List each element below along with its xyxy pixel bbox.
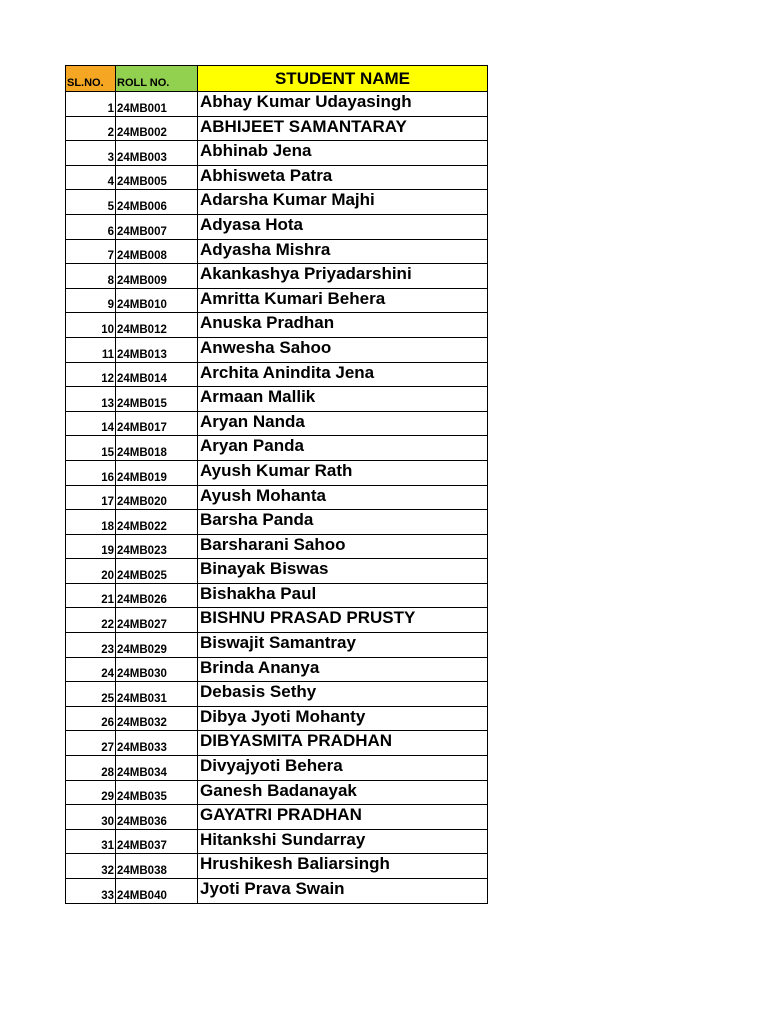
student-name-cell: GAYATRI PRADHAN <box>198 805 488 830</box>
table-row <box>66 829 488 854</box>
student-name-cell: Anwesha Sahoo <box>198 337 488 362</box>
sl-no-cell: 13 <box>66 387 116 412</box>
student-name-cell: Dibya Jyoti Mohanty <box>198 706 488 731</box>
sl-no-cell: 19 <box>66 534 116 559</box>
sl-no-cell: 32 <box>66 854 116 879</box>
roll-no-cell: 24MB032 <box>116 706 198 731</box>
sl-no-cell: 3 <box>66 141 116 166</box>
sl-no-header: SL.NO. <box>66 66 116 92</box>
table-row <box>66 362 488 387</box>
roll-no-cell: 24MB002 <box>116 116 198 141</box>
student-name-cell: Bishakha Paul <box>198 583 488 608</box>
student-name-cell: Armaan Mallik <box>198 387 488 412</box>
student-name-cell: Ganesh Badanayak <box>198 780 488 805</box>
table-row <box>66 92 488 117</box>
roll-no-cell: 24MB007 <box>116 214 198 239</box>
roll-no-cell: 24MB035 <box>116 780 198 805</box>
roll-no-cell: 24MB005 <box>116 165 198 190</box>
student-name-cell: Akankashya Priyadarshini <box>198 264 488 289</box>
table-row <box>66 879 488 904</box>
student-name-cell: BISHNU PRASAD PRUSTY <box>198 608 488 633</box>
table-row <box>66 190 488 215</box>
sl-no-cell: 15 <box>66 436 116 461</box>
student-name-cell: Adarsha Kumar Majhi <box>198 190 488 215</box>
roll-no-cell: 24MB033 <box>116 731 198 756</box>
table-header <box>66 66 488 92</box>
student-name-cell: Ayush Mohanta <box>198 485 488 510</box>
table-row <box>66 288 488 313</box>
roll-no-cell: 24MB031 <box>116 682 198 707</box>
student-name-cell: Archita Anindita Jena <box>198 362 488 387</box>
student-name-cell: Brinda Ananya <box>198 657 488 682</box>
student-name-header: STUDENT NAME <box>198 66 488 92</box>
student-list-sheet <box>65 65 487 904</box>
sl-no-cell: 25 <box>66 682 116 707</box>
roll-no-cell: 24MB029 <box>116 633 198 658</box>
sl-no-cell: 5 <box>66 190 116 215</box>
roll-no-cell: 24MB013 <box>116 337 198 362</box>
table-row <box>66 436 488 461</box>
table-row <box>66 460 488 485</box>
sl-no-cell: 20 <box>66 559 116 584</box>
roll-no-cell: 24MB012 <box>116 313 198 338</box>
table-row <box>66 239 488 264</box>
table-row <box>66 559 488 584</box>
sl-no-cell: 18 <box>66 510 116 535</box>
sl-no-cell: 4 <box>66 165 116 190</box>
roll-no-cell: 24MB019 <box>116 460 198 485</box>
table-row <box>66 805 488 830</box>
sl-no-cell: 26 <box>66 706 116 731</box>
student-name-cell: Anuska Pradhan <box>198 313 488 338</box>
table-row <box>66 214 488 239</box>
table-row <box>66 706 488 731</box>
student-name-cell: Hrushikesh Baliarsingh <box>198 854 488 879</box>
table-row <box>66 337 488 362</box>
sl-no-cell: 14 <box>66 411 116 436</box>
roll-no-header: ROLL NO. <box>116 66 198 92</box>
roll-no-cell: 24MB022 <box>116 510 198 535</box>
student-name-cell: Divyajyoti Behera <box>198 756 488 781</box>
sl-no-cell: 12 <box>66 362 116 387</box>
roll-no-cell: 24MB025 <box>116 559 198 584</box>
student-name-cell: Aryan Nanda <box>198 411 488 436</box>
table-row <box>66 583 488 608</box>
student-name-cell: Barsharani Sahoo <box>198 534 488 559</box>
header-row <box>66 66 488 92</box>
roll-no-cell: 24MB030 <box>116 657 198 682</box>
roll-no-cell: 24MB014 <box>116 362 198 387</box>
roll-no-cell: 24MB009 <box>116 264 198 289</box>
roll-no-cell: 24MB006 <box>116 190 198 215</box>
student-table <box>65 65 488 904</box>
table-row <box>66 387 488 412</box>
sl-no-cell: 23 <box>66 633 116 658</box>
student-name-cell: Adyasa Hota <box>198 214 488 239</box>
student-name-cell: Jyoti Prava Swain <box>198 879 488 904</box>
roll-no-cell: 24MB008 <box>116 239 198 264</box>
roll-no-cell: 24MB020 <box>116 485 198 510</box>
table-row <box>66 534 488 559</box>
roll-no-cell: 24MB036 <box>116 805 198 830</box>
table-row <box>66 731 488 756</box>
student-name-cell: Abhinab Jena <box>198 141 488 166</box>
student-name-cell: Amritta Kumari Behera <box>198 288 488 313</box>
table-row <box>66 510 488 535</box>
table-row <box>66 657 488 682</box>
sl-no-cell: 1 <box>66 92 116 117</box>
table-row <box>66 116 488 141</box>
sl-no-cell: 10 <box>66 313 116 338</box>
sl-no-cell: 28 <box>66 756 116 781</box>
sl-no-cell: 22 <box>66 608 116 633</box>
roll-no-cell: 24MB037 <box>116 829 198 854</box>
table-body <box>66 92 488 904</box>
sl-no-cell: 16 <box>66 460 116 485</box>
sl-no-cell: 24 <box>66 657 116 682</box>
table-row <box>66 264 488 289</box>
table-row <box>66 165 488 190</box>
student-name-cell: Debasis Sethy <box>198 682 488 707</box>
roll-no-cell: 24MB040 <box>116 879 198 904</box>
sl-no-cell: 7 <box>66 239 116 264</box>
table-row <box>66 633 488 658</box>
student-name-cell: Biswajit Samantray <box>198 633 488 658</box>
table-row <box>66 756 488 781</box>
student-name-cell: Barsha Panda <box>198 510 488 535</box>
roll-no-cell: 24MB026 <box>116 583 198 608</box>
table-row <box>66 141 488 166</box>
sl-no-cell: 8 <box>66 264 116 289</box>
sl-no-cell: 29 <box>66 780 116 805</box>
sl-no-cell: 2 <box>66 116 116 141</box>
roll-no-cell: 24MB001 <box>116 92 198 117</box>
table-row <box>66 608 488 633</box>
sl-no-cell: 21 <box>66 583 116 608</box>
table-row <box>66 313 488 338</box>
sl-no-cell: 27 <box>66 731 116 756</box>
roll-no-cell: 24MB018 <box>116 436 198 461</box>
roll-no-cell: 24MB010 <box>116 288 198 313</box>
table-row <box>66 411 488 436</box>
sl-no-cell: 9 <box>66 288 116 313</box>
table-row <box>66 682 488 707</box>
table-row <box>66 485 488 510</box>
roll-no-cell: 24MB017 <box>116 411 198 436</box>
student-name-cell: Adyasha Mishra <box>198 239 488 264</box>
sl-no-cell: 17 <box>66 485 116 510</box>
roll-no-cell: 24MB027 <box>116 608 198 633</box>
roll-no-cell: 24MB038 <box>116 854 198 879</box>
roll-no-cell: 24MB023 <box>116 534 198 559</box>
student-name-cell: DIBYASMITA PRADHAN <box>198 731 488 756</box>
student-name-cell: Ayush Kumar Rath <box>198 460 488 485</box>
sl-no-cell: 11 <box>66 337 116 362</box>
student-name-cell: Binayak Biswas <box>198 559 488 584</box>
sl-no-cell: 6 <box>66 214 116 239</box>
sl-no-cell: 33 <box>66 879 116 904</box>
sl-no-cell: 31 <box>66 829 116 854</box>
student-name-cell: Aryan Panda <box>198 436 488 461</box>
table-row <box>66 854 488 879</box>
sl-no-cell: 30 <box>66 805 116 830</box>
roll-no-cell: 24MB034 <box>116 756 198 781</box>
table-row <box>66 780 488 805</box>
student-name-cell: Hitankshi Sundarray <box>198 829 488 854</box>
roll-no-cell: 24MB003 <box>116 141 198 166</box>
student-name-cell: ABHIJEET SAMANTARAY <box>198 116 488 141</box>
roll-no-cell: 24MB015 <box>116 387 198 412</box>
student-name-cell: Abhay Kumar Udayasingh <box>198 92 488 117</box>
student-name-cell: Abhisweta Patra <box>198 165 488 190</box>
